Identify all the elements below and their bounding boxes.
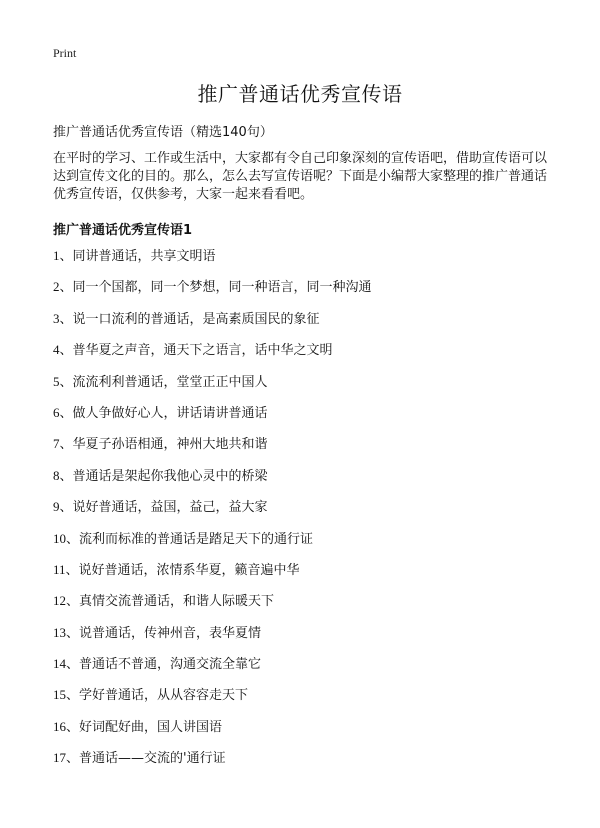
list-item-text: 真情交流普通话，和谐人际暖天下	[79, 594, 275, 610]
list-item-number: 14、	[53, 656, 80, 672]
list-item-number: 6、	[53, 404, 73, 420]
list-item	[53, 366, 372, 397]
list-item-number: 2、	[53, 279, 73, 295]
list-item-number: 17、	[53, 750, 80, 766]
list-item-number: 1、	[53, 248, 73, 263]
list-item	[53, 428, 372, 459]
list-item-text: 说好普通话，益国，益己，益大家	[72, 500, 268, 516]
list-item-number: 8、	[53, 467, 73, 483]
list-item-number: 7、	[53, 436, 73, 452]
list-item-text: 普通话是架起你我他心灵中的桥梁	[72, 468, 268, 484]
page-title: 推广普通话优秀宣传语	[197, 82, 403, 106]
list-item-text: 做人争做好心人，讲话请讲普通话	[72, 405, 268, 421]
list-item	[53, 742, 372, 773]
list-item	[53, 460, 372, 491]
list-item-text: 华夏子孙语相通，神州大地共和谐	[72, 437, 268, 453]
list-item-number: 3、	[53, 310, 73, 326]
list-item	[53, 397, 372, 428]
subtitle: 推广普通话优秀宣传语（精选140句）	[53, 125, 273, 140]
section-heading: 推广普通话优秀宣传语1	[53, 223, 193, 238]
list-item	[53, 617, 372, 648]
list-item-number: 16、	[53, 718, 80, 734]
print-link[interactable]: Print	[53, 46, 77, 60]
list-item-number: 5、	[53, 373, 73, 389]
list-item	[53, 303, 372, 334]
list-item	[53, 711, 372, 742]
list-item-text: 说普通话，传神州音，表华夏情	[79, 625, 262, 641]
list-item-text: 学好普通话，从从容容走天下	[79, 688, 249, 704]
intro-paragraph: 在平时的学习、工作或生活中，大家都有令自己印象深刻的宣传语吧，借助宣传语可以达到宣传文化的目的。那么，怎么去写宣传语呢？下面是小编帮大家整理的推广普通话优秀宣传语，仅供参考，大家一起来看看吧。	[53, 151, 548, 202]
list-item	[53, 523, 372, 554]
list-item-number: 9、	[53, 499, 73, 515]
list-item-text: 说好普通话，浓情系华夏，籁音遍中华	[78, 562, 300, 578]
list-item-text: 流利而标准的普通话是踏足天下的通行证	[79, 531, 314, 547]
list-item-text: 同讲普通话，共享文明语	[72, 249, 216, 264]
list-item-text: 普华夏之声音，通天下之语言，话中华之文明	[72, 343, 333, 359]
list-item	[53, 648, 372, 679]
list-item-number: 4、	[53, 342, 73, 358]
list-item-number: 15、	[53, 687, 80, 703]
list-item-text: 说一口流利的普通话，是高素质国民的象征	[72, 311, 320, 327]
list-item-text: 普通话——交流的'通行证	[79, 751, 226, 767]
list-item-text: 好词配好曲，国人讲国语	[79, 719, 223, 735]
list-item-text: 流流利利普通话，堂堂正正中国人	[72, 374, 268, 390]
list-item-number: 10、	[53, 530, 80, 546]
list-item-text: 同一个国都，同一个梦想，同一种语言，同一种沟通	[72, 280, 372, 296]
list-item	[53, 679, 372, 710]
list-item-number: 13、	[53, 624, 80, 640]
list-item-number: 11、	[53, 561, 79, 577]
slogan-list	[53, 240, 372, 774]
list-item	[53, 271, 372, 302]
list-item	[53, 491, 372, 522]
list-item	[53, 240, 372, 271]
list-item-number: 12、	[53, 593, 80, 609]
list-item	[53, 554, 372, 585]
list-item	[53, 585, 372, 616]
list-item	[53, 334, 372, 365]
list-item-text: 普通话不普通，沟通交流全靠它	[79, 657, 262, 673]
